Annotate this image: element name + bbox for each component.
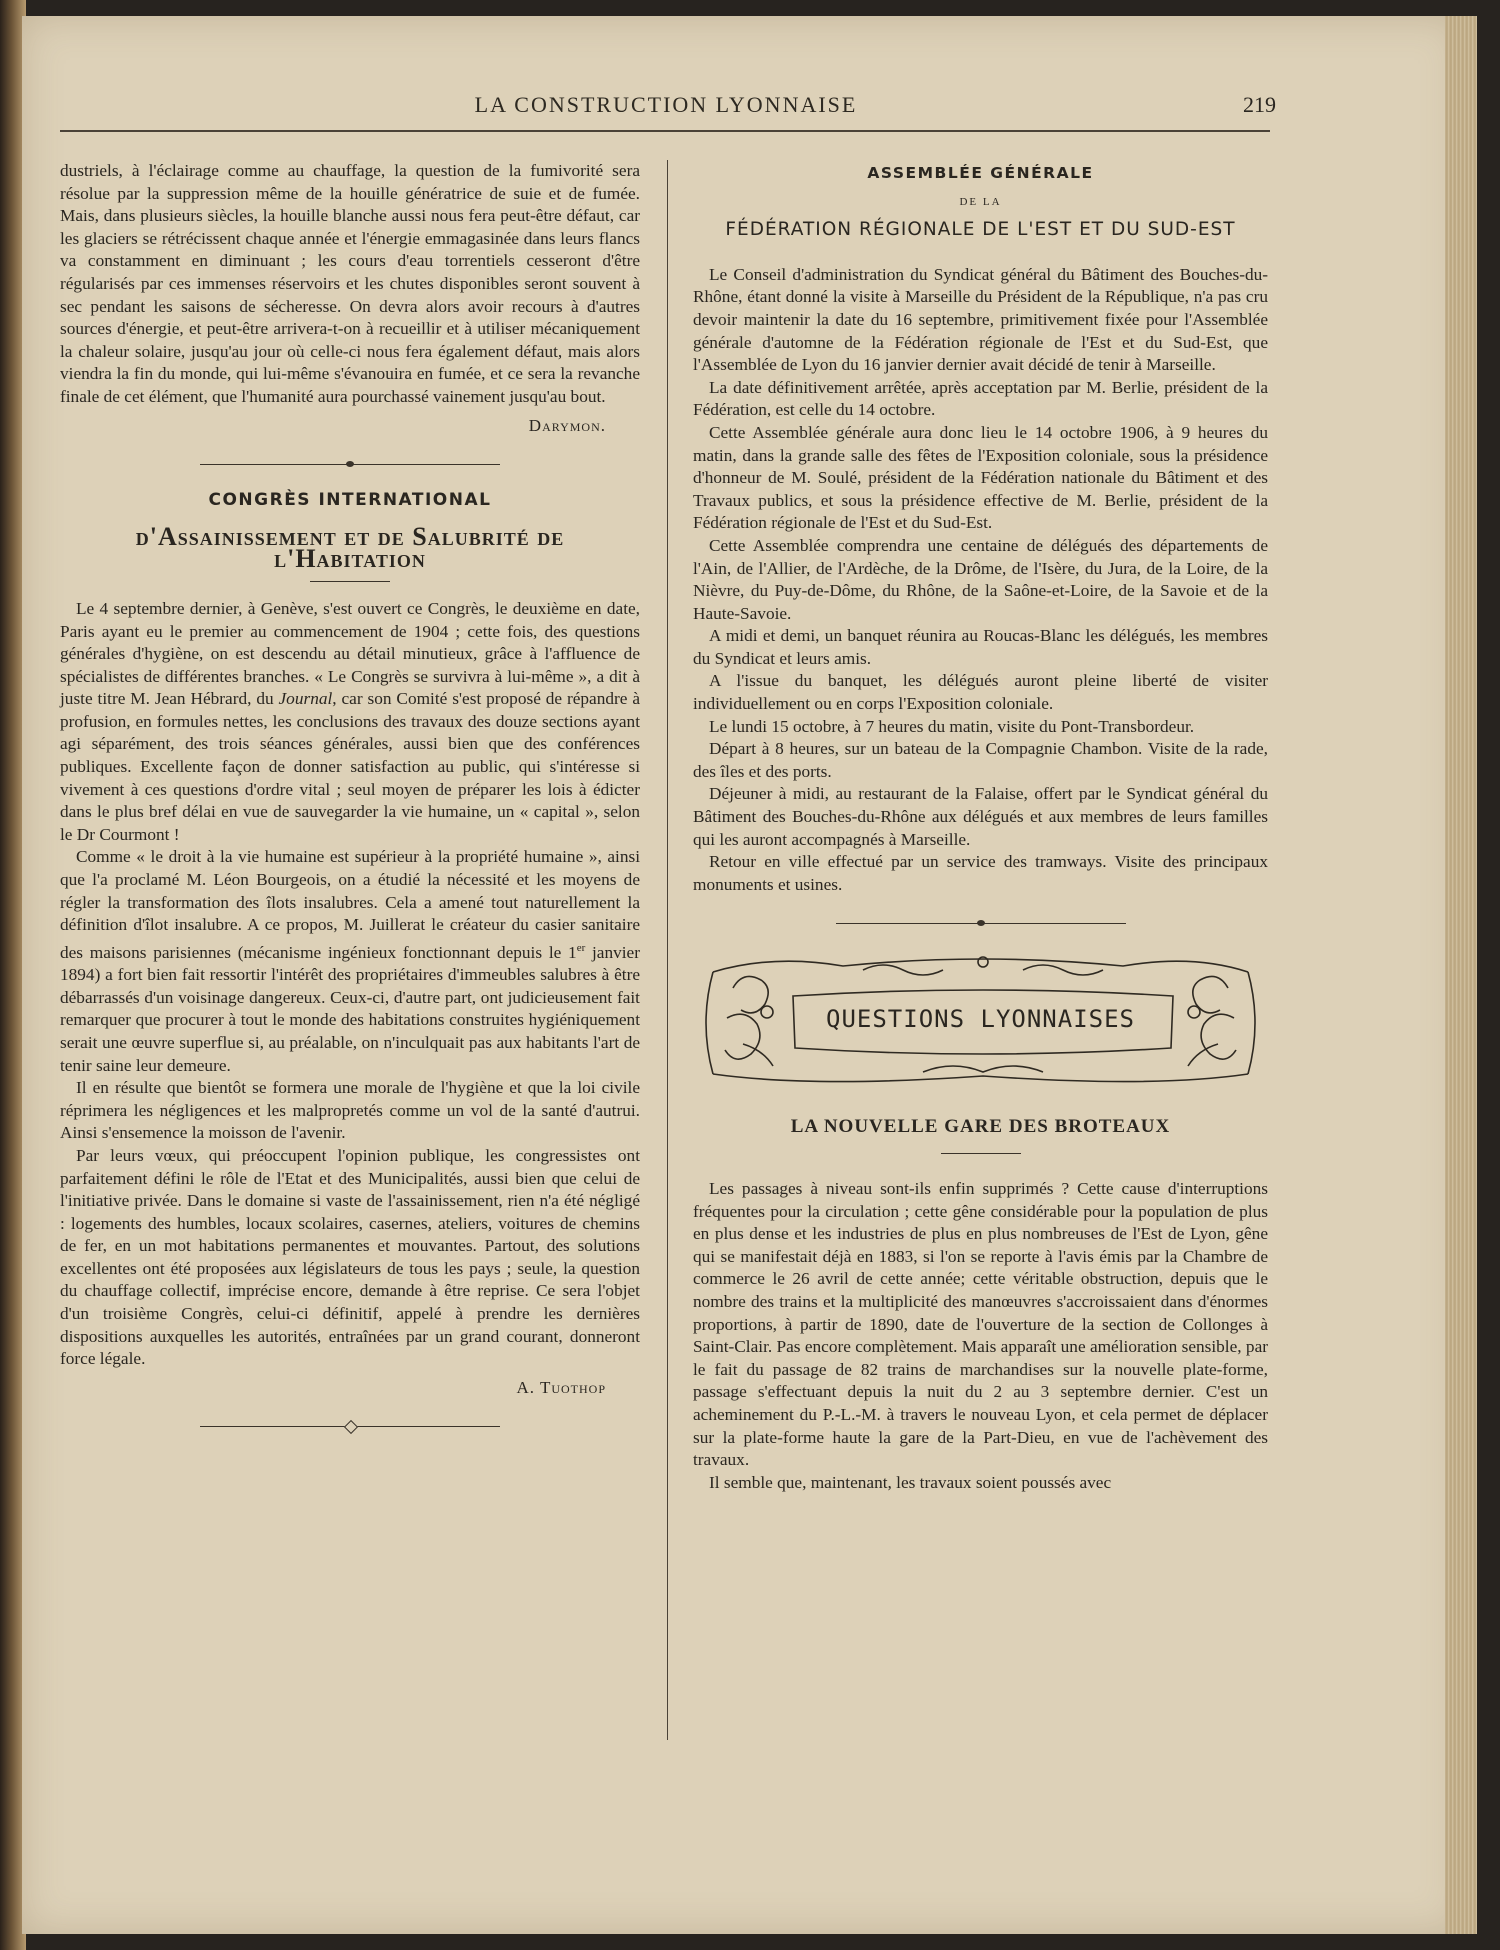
congres-paragraph-4: Par leurs vœux, qui préoccupent l'opinion publique, les congressistes ont parfaitement défini le rôle de l'Etat et des Municipalités, aussi bien que celui de l'initiative privée. Dans le domaine si vaste de l'assainissement, rien n'a été négligé : logements des humbles, locaux scolaires, casernes, ateliers, voitures de chemins de fer, en un mot habitations permanentes et mouvantes. Partout, des solutions excellentes ont été proposées aux législateurs de tous les pays ; seule, la question du chauffage collectif, imprécise encore, demande à être reprise. Ce sera l'objet d'un troisième Congrès, celui-ci définitif, appelé à prendre les dernières dispositions auxquelles les autorités, entraînées par un grand courant, donneront force légale.	[60, 1145, 640, 1369]
congres-signature: A. Tuothop	[516, 1377, 606, 1397]
left-column	[60, 160, 640, 1451]
assemblee-paragraph: A midi et demi, un banquet réunira au Roucas-Blanc les délégués, les membres du Syndicat et leurs amis.	[693, 626, 1268, 668]
right-column	[693, 160, 1268, 1494]
assemblee-paragraph: La date définitivement arrêtée, après acceptation par M. Berlie, président de la Fédération, est celle du 14 octobre.	[693, 377, 1268, 420]
congres-paragraph-1: Le 4 septembre dernier, à Genève, s'est ouvert ce Congrès, le deuxième en date, Paris ayant eu le premier au commencement de 1904 ; cette fois, des questions générales d'hygiène, on est descendu au détail minutieux, grâce à l'affluence de spécialistes de différentes branches. « Le Congrès se survivra à lui-même », a dit à juste titre M. Jean Hébrard, du Journal, car son Comité s'est proposé de répandre à profusion, en formules nettes, les conclusions des travaux des douze sections ayant agi séparément, des trois séances générales, aussi bien que des conférences publiques. Excellente façon de donner satisfaction au public, qui s'intéresse si vivement à ces questions d'ordre vital ; seul moyen de préparer les lois à édicter dans le plus bref délai en vue de sauvegarder la vie humaine, un « capital », selon le Dr Courmont !	[60, 598, 640, 844]
assemblee-paragraph: Départ à 8 heures, sur un bateau de la Compagnie Chambon. Visite de la rade, des îles et des ports.	[693, 739, 1268, 781]
header-rule	[60, 130, 1270, 132]
running-title: LA CONSTRUCTION LYONNAISE	[474, 92, 858, 117]
assemblee-paragraph: Déjeuner à midi, au restaurant de la Falaise, offert par le Syndicat général du Bâtiment des Bouches-du-Rhône aux délégués et aux membres de leurs familles qui les auront accompagnés à Marseille.	[693, 784, 1268, 849]
congres-paragraph-3: Il en résulte que bientôt se formera une morale de l'hygiène et que la loi civile réprimera les négligences et les malpropretés comme un vol de la santé d'autrui. Ainsi s'ensemence la moisson de l'avenir.	[60, 1078, 640, 1143]
section-separator	[200, 459, 500, 469]
page-header	[56, 86, 1276, 126]
column-divider	[667, 160, 668, 1740]
section-separator	[836, 918, 1126, 928]
congres-subheading: d'Assainissement et de Salubrité de l'Habitation	[135, 521, 565, 574]
assemblee-paragraph: A l'issue du banquet, les délégués auront pleine liberté de visiter individuellement ou en corps l'Exposition coloniale.	[693, 671, 1268, 714]
gare-heading: LA NOUVELLE GARE DES BROTEAUX	[790, 1116, 1171, 1138]
heading-rule	[941, 1153, 1021, 1154]
assemblee-paragraph: Cette Assemblée comprendra une centaine de délégués des départements de l'Ain, de l'Allier, de l'Ardèche, de la Drôme, de l'Isère, du Jura, de la Loire, de la Nièvre, du Puy-de-Dôme, du Rhône, de la Saône-et-Loire, de la Savoie et de la Haute-Savoie.	[693, 535, 1268, 623]
assemblee-paragraph: Retour en ville effectué par un service des tramways. Visite des principaux monuments et usines.	[693, 852, 1268, 894]
assemblee-paragraph: Le lundi 15 octobre, à 7 heures du matin, visite du Pont-Transbordeur.	[709, 716, 1195, 736]
page-stack-edge	[1445, 16, 1477, 1934]
gare-paragraph: Les passages à niveau sont-ils enfin supprimés ? Cette cause d'interruptions fréquentes pour la circulation ; cette gêne considérable pour la population de plus en plus dense et les industries de plus en plus nombreuses de l'Est de Lyon, gêne qui se manifestait déjà en 1883, si l'on se reporte à l'avis émis par la Chambre de commerce le 26 avril de cette année; cette véritable obstruction, depuis que le nombre des trains et la multiplicité des manœuvres s'accroissaient dans d'énormes proportions, à partir de 1890, date de l'ouverture de la section de Collonges à Saint-Clair. Pas encore complètement. Mais apparaît une amélioration sensible, par le fait du passage de 82 trains de marchandises sur la nouvelle plate-forme, passage s'effectuant depuis la nuit du 2 au 3 septembre dernier. C'est un acheminement du P.-L.-M. à travers le nouveau Lyon, et cela permet de déplacer sur la plate-forme haute la gare de la Part-Dieu, en vue de l'achèvement des travaux.	[693, 1179, 1268, 1470]
intro-paragraph: dustriels, à l'éclairage comme au chauffage, la question de la fumivorité sera résolue par la suppression même de la houille génératrice de suie et de fumée. Mais, dans plusieurs siècles, la houille blanche aussi nous fera peut-être défaut, car les glaciers se rétrécissent chaque année et l'énergie emmagasinée dans leurs flancs va constamment en diminuant ; les cours d'eau torrentiels cesseront d'être régularisés par ces immenses réservoirs et les chutes disponibles seront souvent à sec pendant les saisons de sécheresse. On devra alors avoir recours à d'autres sources d'énergie, et peut-être arrivera-t-on à recueillir et à utiliser mécaniquement la chaleur solaire, jusqu'au jour où celle-ci nous fera également défaut, mais alors viendra la fin du monde, qui lui-même s'évanouira en fumée, et ce sera la revanche finale de cet élément, que l'humanité aura pourchassé vainement jusqu'au bout.	[60, 161, 640, 406]
heading-rule	[310, 581, 390, 582]
assemblee-paragraph: Cette Assemblée générale aura donc lieu le 14 octobre 1906, à 9 heures du matin, dans la grande salle des fêtes de l'Exposition coloniale, sous la présidence d'honneur de M. Soulé, président de la Fédération nationale du Bâtiment et des Travaux publics, et sous la présidence effective de M. Berlie, président de la Fédération régionale de l'Est et du Sud-Est.	[693, 422, 1268, 533]
page-number: 219	[1243, 92, 1276, 117]
banner-label: QUESTIONS LYONNAISES	[826, 1005, 1135, 1034]
intro-signature: Darymon.	[528, 415, 606, 435]
assemblee-heading: ASSEMBLÉE GÉNÉRALE	[867, 164, 1094, 182]
de-la-label: DE LA	[959, 195, 1002, 208]
gare-paragraph: Il semble que, maintenant, les travaux soient poussés avec	[709, 1472, 1112, 1492]
congres-heading: CONGRÈS INTERNATIONAL	[208, 490, 492, 511]
end-separator	[200, 1421, 500, 1431]
congres-paragraph-2: Comme « le droit à la vie humaine est supérieur à la propriété humaine », ainsi que l'a proclamé M. Léon Bourgeois, on a étudié la nécessité et les moyens de régler la transformation des îlots insalubres. Cela a amené tout naturellement la définition d'îlot insalubre. A ce propos, M. Juillerat le créateur du casier sanitaire des maisons parisiennes (mécanisme ingénieux fonctionnant depuis le 1er janvier 1894) a fort bien fait ressortir l'intérêt des propriétaires d'immeubles salubres à être débarrassés d'un voisinage dangereux. Ceux-ci, d'autre part, ont judicieusement fait remarquer que procurer à tout le monde des habitations construites hygiéniquement serait une œuvre superflue si, au préalable, on n'inculquait pas aux habitants l'art de tenir saine leur demeure.	[60, 847, 640, 1075]
assemblee-paragraph: Le Conseil d'administration du Syndicat général du Bâtiment des Bouches-du-Rhône, étant donné la visite à Marseille du Président de la République, n'a pas cru devoir maintenir la date du 16 septembre, primitivement fixée pour l'Assemblée générale d'automne de la Fédération régionale de l'Est et du Sud-Est, que l'Assemblée de Lyon du 16 janvier dernier avait décidé de tenir à Marseille.	[693, 264, 1268, 375]
federation-heading: FÉDÉRATION RÉGIONALE DE L'EST ET DU SUD-EST	[725, 219, 1236, 241]
questions-lyonnaises-banner	[693, 948, 1268, 1098]
